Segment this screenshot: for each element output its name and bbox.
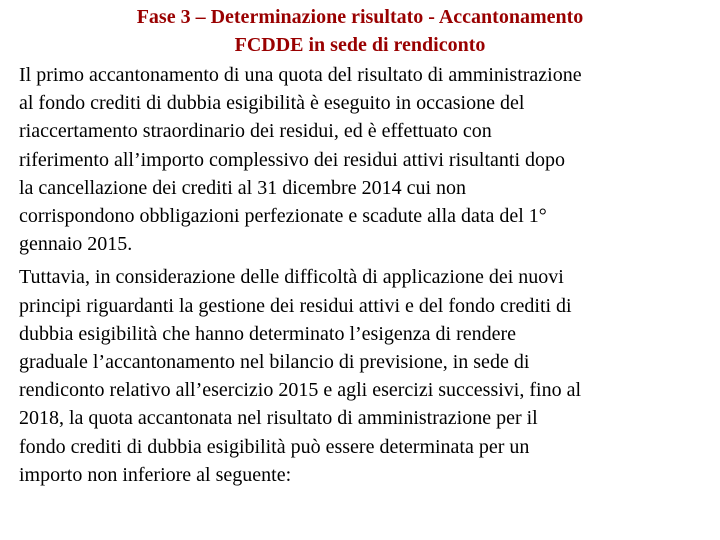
title-line: FCDDE in sede di rendiconto [234, 34, 486, 56]
text-line: corrispondono obbligazioni perfezionate e scadute alla data del 1° [19, 205, 547, 228]
slide-title [0, 3, 720, 59]
text-line: fondo crediti di dubbia esigibilità può essere determinata per un [19, 435, 530, 458]
paragraph-2 [19, 263, 709, 489]
text-line: graduale l’accantonamento nel bilancio di previsione, in sede di [19, 351, 530, 374]
text-line: Il primo accantonamento di una quota del risultato di amministrazione [19, 64, 582, 86]
slide-body [19, 61, 709, 489]
text-line: dubbia esigibilità che hanno determinato l’esigenza di rendere [19, 322, 517, 345]
text-line: riaccertamento straordinario dei residui, ed è effettuato con [19, 120, 492, 143]
text-line: la cancellazione dei crediti al 31 dicembre 2014 cui non [19, 176, 467, 199]
text-line: rendiconto relativo all’esercizio 2015 e agli esercizi successivi, fino al [19, 379, 582, 402]
text-line: 2018, la quota accantonata nel risultato di amministrazione per il [19, 407, 538, 430]
text-line: al fondo crediti di dubbia esigibilità è eseguito in occasione del [19, 92, 525, 115]
text-line: principi riguardanti la gestione dei residui attivi e del fondo crediti di [19, 294, 572, 317]
text-line: Tuttavia, in considerazione delle difficoltà di applicazione dei nuovi [19, 266, 564, 289]
text-line: gennaio 2015. [19, 233, 133, 256]
paragraph-1 [19, 61, 709, 258]
text-line: importo non inferiore al seguente: [19, 463, 292, 486]
title-line: Fase 3 – Determinazione risultato - Accantonamento [136, 6, 584, 28]
text-line: riferimento all’importo complessivo dei residui attivi risultanti dopo [19, 148, 566, 171]
